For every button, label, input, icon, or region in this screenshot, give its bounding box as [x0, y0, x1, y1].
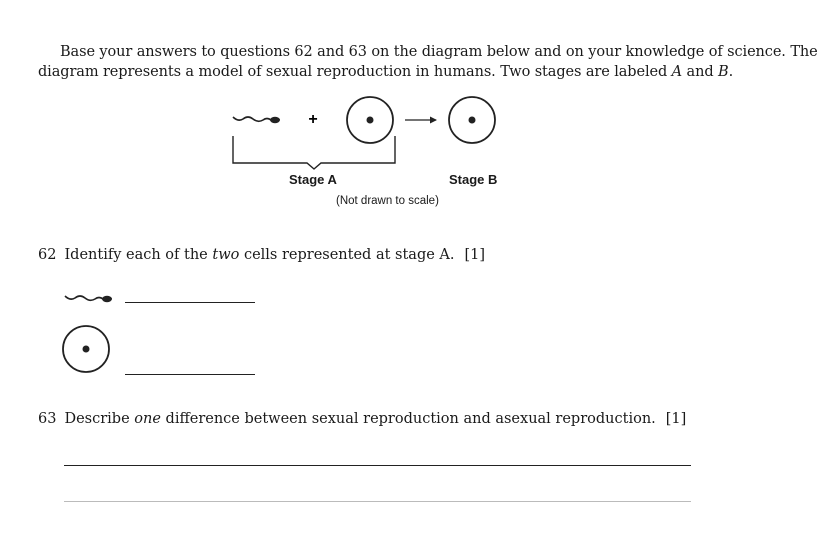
answer-line-sperm[interactable]: [125, 302, 255, 303]
answer-line-q63-2[interactable]: [64, 501, 691, 502]
intro-line-1: Base your answers to questions 62 and 63 on the diagram below and on your knowledge of science. The: [60, 44, 818, 60]
answer-line-q63-1[interactable]: [64, 465, 691, 466]
stage-a-letter: A: [671, 64, 683, 80]
mark-value: [1]: [665, 411, 687, 427]
egg-cell-icon: [347, 97, 393, 143]
answer-line-egg[interactable]: [125, 374, 255, 375]
stage-b-letter: B: [718, 64, 729, 80]
q62-egg-cell-icon: [63, 326, 109, 372]
question-63: 63 Describe one difference between sexual reproduction and asexual reproduction. [1]: [38, 411, 687, 427]
zygote-cell-icon: [449, 97, 495, 143]
stage-a-label: Stage A: [289, 172, 337, 187]
q62-sperm-cell-icon: [65, 296, 112, 302]
arrow-icon: [405, 117, 437, 124]
stage-b-label: Stage B: [449, 172, 498, 187]
question-number: 63: [38, 411, 57, 427]
question-number: 62: [38, 247, 57, 263]
sperm-cell-icon: [233, 117, 280, 123]
scale-note: (Not drawn to scale): [336, 195, 439, 207]
intro-line-2: diagram represents a model of sexual reproduction in humans. Two stages are labeled A and B.: [38, 64, 734, 80]
question-62: 62 Identify each of the two cells represented at stage A. [1]: [38, 247, 486, 263]
stage-a-bracket: [233, 136, 395, 169]
mark-value: [1]: [464, 247, 486, 263]
plus-sign: +: [308, 111, 318, 128]
